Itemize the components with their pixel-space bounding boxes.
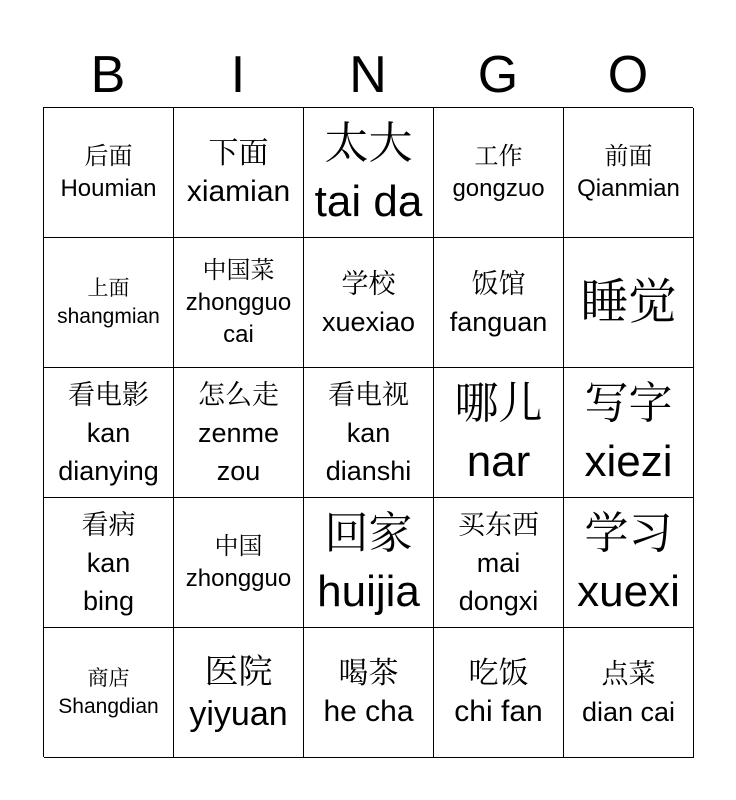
bingo-cell-r3c5[interactable] [564, 368, 694, 498]
bingo-cell-r5c5[interactable] [564, 628, 694, 758]
cell-label: 后面 Houmian [60, 142, 157, 202]
cell-label: 怎么走 zenme zou [197, 379, 280, 486]
bingo-cell-r5c1[interactable] [44, 628, 174, 758]
bingo-cell-r4c4[interactable] [434, 498, 564, 628]
header-letter-g: G [477, 46, 519, 104]
cell-label: 下面 xiamian [186, 136, 291, 208]
bingo-cell-r2c5[interactable] [564, 238, 694, 368]
bingo-cell-r5c2[interactable] [174, 628, 304, 758]
bingo-cell-r3c2[interactable] [174, 368, 304, 498]
header-letter-b: B [90, 46, 126, 104]
cell-label: 学习 xuexi [577, 508, 680, 616]
bingo-cell-r1c3[interactable] [304, 108, 434, 238]
bingo-cell-r2c1[interactable] [44, 238, 174, 368]
bingo-cell-r2c3[interactable] [304, 238, 434, 368]
bingo-grid [43, 107, 693, 757]
bingo-cell-r1c2[interactable] [174, 108, 304, 238]
cell-label: 前面 Qianmian [577, 142, 680, 202]
bingo-cell-r3c1[interactable] [44, 368, 174, 498]
bingo-cell-r4c5[interactable] [564, 498, 694, 628]
cell-label: 看病 kan bing [81, 509, 136, 616]
bingo-cell-r4c1[interactable] [44, 498, 174, 628]
bingo-cell-r4c2[interactable] [174, 498, 304, 628]
cell-label: 吃饭 chi fan [454, 656, 543, 728]
bingo-cell-r2c2[interactable] [174, 238, 304, 368]
cell-label: 喝茶 he cha [323, 656, 414, 728]
header-letter-n: N [349, 46, 387, 104]
cell-label: 医院 yiyuan [189, 652, 288, 733]
cell-label: 中国 zhongguo [185, 532, 292, 592]
cell-label: 回家 huijia [317, 508, 420, 616]
bingo-cell-r3c3[interactable] [304, 368, 434, 498]
header-letter-i: I [230, 46, 246, 104]
cell-label: 太大 tai da [314, 118, 423, 226]
cell-label: 睡觉 [580, 275, 677, 329]
bingo-cell-r5c4[interactable] [434, 628, 564, 758]
bingo-cell-r1c4[interactable] [434, 108, 564, 238]
bingo-cell-r1c1[interactable] [44, 108, 174, 238]
bingo-cell-r5c3[interactable] [304, 628, 434, 758]
bingo-cell-r1c5[interactable] [564, 108, 694, 238]
cell-label: 上面 shangmian [57, 276, 160, 328]
cell-label: 看电影 kan dianying [58, 379, 159, 486]
header-letter-o: O [607, 46, 649, 104]
cell-label: 写字 xiezi [584, 378, 673, 486]
cell-label: 点菜 dian cai [581, 658, 676, 727]
cell-label: 看电视 kan dianshi [325, 379, 412, 486]
bingo-header [43, 44, 693, 106]
cell-label: 工作 gongzuo [452, 142, 545, 202]
bingo-cell-r3c4[interactable] [434, 368, 564, 498]
cell-label: 饭馆 fanguan [449, 268, 548, 337]
cell-label: 中国菜 zhongguo cai [185, 256, 292, 348]
bingo-cell-r2c4[interactable] [434, 238, 564, 368]
cell-label: 商店 Shangdian [58, 666, 159, 718]
bingo-cell-r4c3[interactable] [304, 498, 434, 628]
cell-label: 买东西 mai dongxi [458, 509, 539, 616]
cell-label: 哪儿 nar [454, 378, 543, 486]
cell-label: 学校 xuexiao [321, 268, 416, 337]
